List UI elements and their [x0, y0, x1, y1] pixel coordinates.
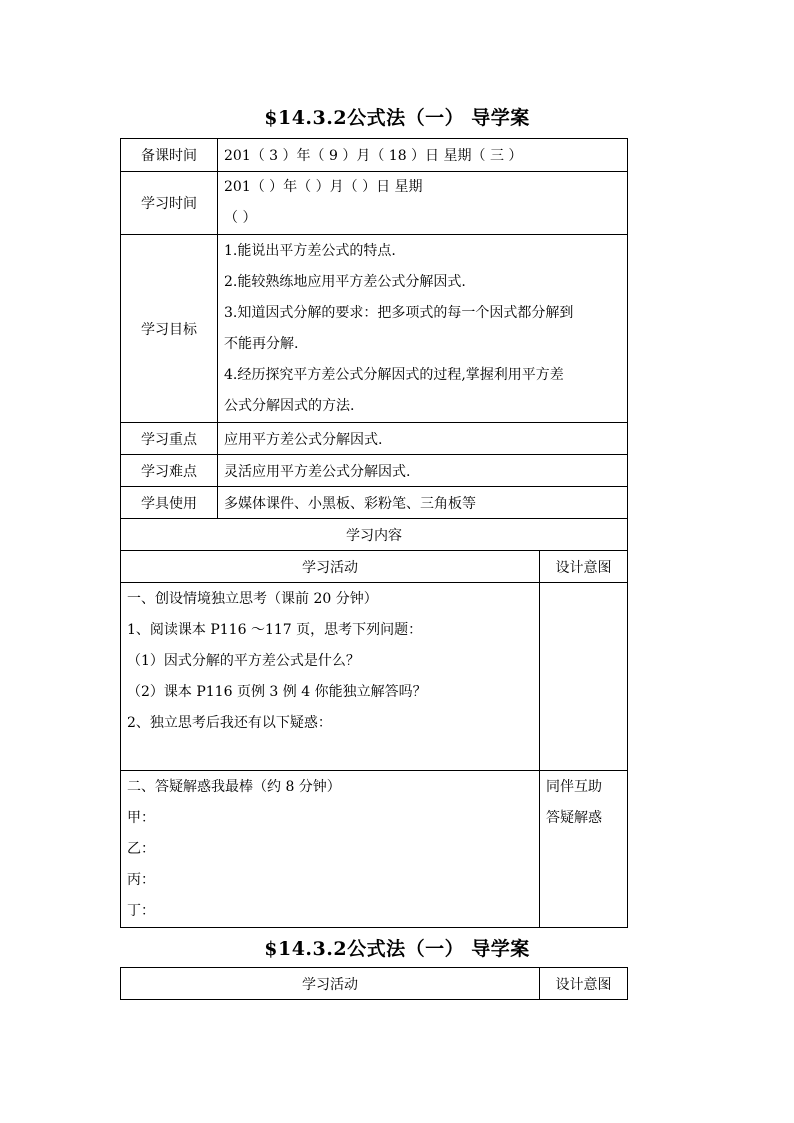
tools-value: 多媒体课件、小黑板、彩粉笔、三角板等	[218, 487, 628, 519]
page2-title: $14.3.2公式法（一） 导学案	[264, 938, 530, 960]
section1-cell	[121, 583, 540, 771]
difficulty-label: 学习难点	[121, 455, 218, 487]
section1-line: 1、阅读课本 P116 ～117 页，思考下列问题：	[127, 622, 423, 638]
section1-line: 一、创设情境独立思考（课前 20 分钟）	[127, 591, 378, 607]
key-point-label: 学习重点	[121, 423, 218, 455]
section1-intent-cell	[540, 583, 628, 771]
objectives-cell	[218, 235, 628, 423]
key-point-row	[121, 423, 628, 455]
objectives-label: 学习目标	[121, 235, 218, 423]
section2-line: 甲：	[127, 810, 155, 826]
page-title: $14.3.2公式法（一） 导学案	[264, 107, 530, 129]
section2-line: 二、答疑解惑我最棒（约 8 分钟）	[127, 779, 341, 795]
objective-line: 3.知道因式分解的要求：把多项式的每一个因式都分解到	[224, 304, 574, 321]
study-time-line: （ ）	[224, 210, 257, 226]
section2-row	[121, 771, 628, 928]
tools-row	[121, 487, 628, 519]
section1-line: 2、独立思考后我还有以下疑惑：	[127, 715, 332, 731]
tools-label: 学具使用	[121, 487, 218, 519]
study-time-label: 学习时间	[121, 172, 218, 235]
page2-header-row	[121, 968, 628, 1000]
section1-row	[121, 583, 628, 771]
prep-time-row	[121, 139, 628, 172]
activity-header-row	[121, 551, 628, 583]
difficulty-value: 灵活应用平方差公式分解因式.	[218, 455, 628, 487]
objective-line: 2.能较熟练地应用平方差公式分解因式.	[224, 273, 466, 290]
objective-line: 公式分解因式的方法.	[224, 397, 355, 414]
study-time-line: 201（ ）年（ ）月（ ）日 星期	[224, 179, 423, 195]
section2-line: 乙：	[127, 841, 155, 857]
lesson-plan-table	[120, 138, 628, 928]
section1-line: （1）因式分解的平方差公式是什么？	[127, 653, 360, 669]
activity-header: 学习活动	[121, 551, 540, 583]
prep-time-value: 201（ 3 ）年（ 9 ）月（ 18 ）日 星期（ 三 ）	[218, 139, 628, 172]
objective-line: 4.经历探究平方差公式分解因式的过程,掌握利用平方差	[224, 366, 564, 383]
content-header-row	[121, 519, 628, 551]
page2-intent-header: 设计意图	[540, 968, 628, 1000]
section2-line: 丁：	[127, 903, 155, 919]
key-point-value: 应用平方差公式分解因式.	[218, 423, 628, 455]
section2-intent-line: 同伴互助	[546, 779, 602, 795]
section2-line: 丙：	[127, 872, 155, 888]
page2-table	[120, 967, 628, 1000]
prep-time-label: 备课时间	[121, 139, 218, 172]
study-time-cell	[218, 172, 628, 235]
objectives-row	[121, 235, 628, 423]
section2-intent-line: 答疑解惑	[546, 810, 602, 826]
intent-header: 设计意图	[540, 551, 628, 583]
objective-line: 1.能说出平方差公式的特点.	[224, 242, 396, 259]
section2-intent-cell	[540, 771, 628, 928]
section1-line: （2）课本 P116 页例 3 例 4 你能独立解答吗？	[127, 684, 427, 700]
content-header: 学习内容	[121, 519, 628, 551]
page2-activity-header: 学习活动	[121, 968, 540, 1000]
difficulty-row	[121, 455, 628, 487]
objective-line: 不能再分解.	[224, 335, 299, 352]
section2-cell	[121, 771, 540, 928]
study-time-row	[121, 172, 628, 235]
